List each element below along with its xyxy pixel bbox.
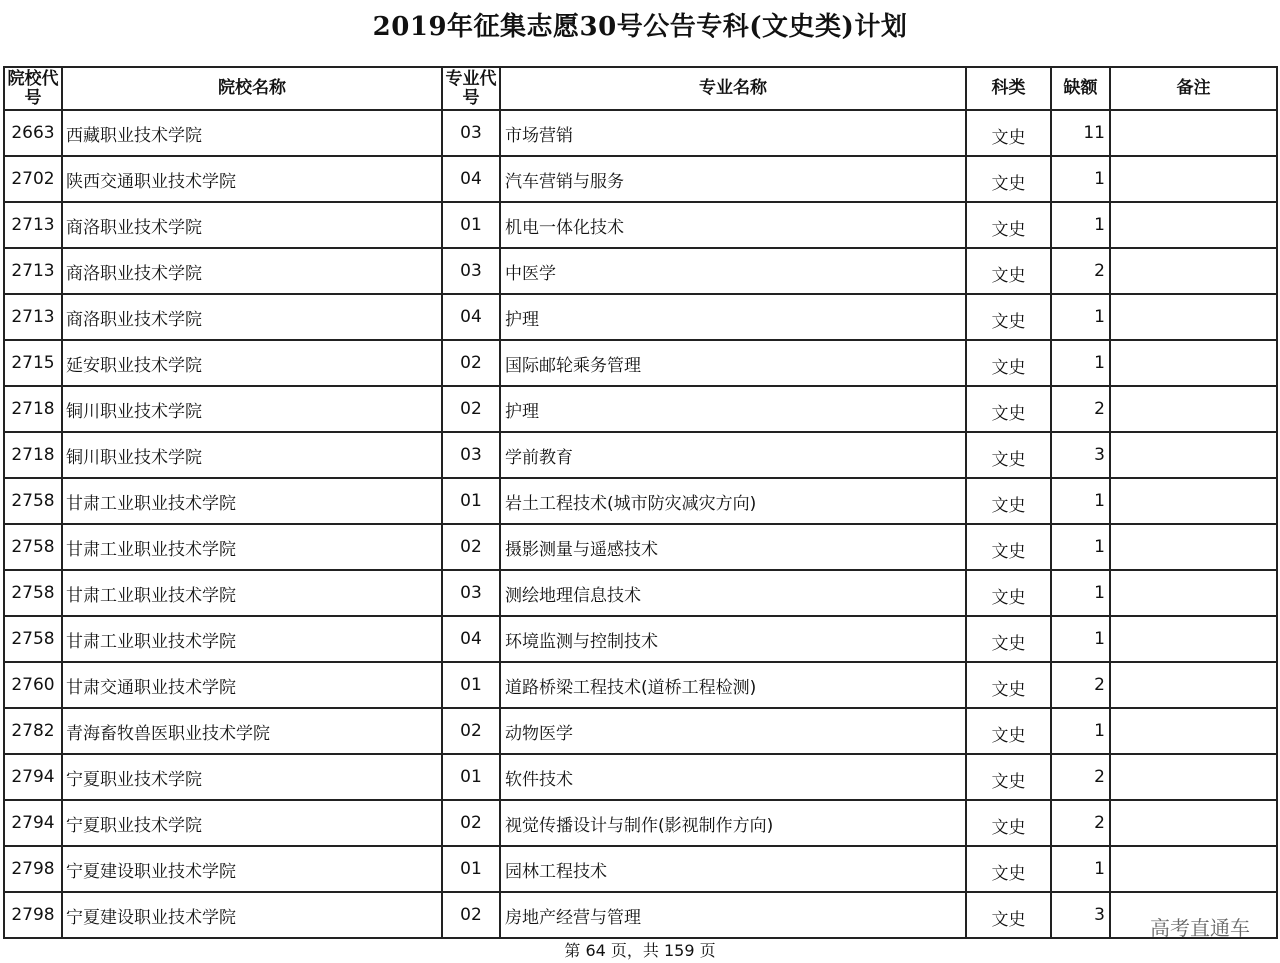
cell-school-name: 宁夏建设职业技术学院 — [62, 846, 442, 892]
cell-quota: 2 — [1051, 662, 1110, 708]
cell-major-code: 02 — [442, 340, 500, 386]
cell-category: 文史 — [966, 294, 1051, 340]
cell-major-name: 岩土工程技术(城市防灾减灾方向) — [500, 478, 966, 524]
cell-school-name: 商洛职业技术学院 — [62, 202, 442, 248]
cell-category: 文史 — [966, 708, 1051, 754]
cell-major-name: 市场营销 — [500, 110, 966, 156]
cell-school-code: 2758 — [4, 478, 62, 524]
cell-major-name: 护理 — [500, 294, 966, 340]
header-school-code: 院校代号 — [4, 67, 62, 110]
cell-quota: 1 — [1051, 156, 1110, 202]
cell-note — [1110, 800, 1277, 846]
cell-category: 文史 — [966, 110, 1051, 156]
cell-quota: 1 — [1051, 846, 1110, 892]
cell-category: 文史 — [966, 202, 1051, 248]
table-row — [4, 202, 1277, 248]
cell-note — [1110, 110, 1277, 156]
cell-school-code: 2758 — [4, 616, 62, 662]
cell-school-name: 陕西交通职业技术学院 — [62, 156, 442, 202]
table-row — [4, 754, 1277, 800]
cell-note — [1110, 616, 1277, 662]
cell-category: 文史 — [966, 800, 1051, 846]
cell-school-code: 2718 — [4, 386, 62, 432]
cell-school-name: 铜川职业技术学院 — [62, 432, 442, 478]
cell-major-name: 护理 — [500, 386, 966, 432]
cell-note — [1110, 478, 1277, 524]
cell-major-name: 道路桥梁工程技术(道桥工程检测) — [500, 662, 966, 708]
cell-note — [1110, 662, 1277, 708]
cell-note — [1110, 846, 1277, 892]
cell-note — [1110, 156, 1277, 202]
table-row — [4, 386, 1277, 432]
cell-category: 文史 — [966, 524, 1051, 570]
cell-school-name: 西藏职业技术学院 — [62, 110, 442, 156]
cell-category: 文史 — [966, 386, 1051, 432]
cell-quota: 1 — [1051, 524, 1110, 570]
table-row — [4, 892, 1277, 938]
table-row — [4, 800, 1277, 846]
cell-school-code: 2758 — [4, 524, 62, 570]
cell-school-code: 2782 — [4, 708, 62, 754]
header-school-name: 院校名称 — [62, 67, 442, 110]
cell-school-code: 2798 — [4, 892, 62, 938]
table-header-row — [4, 67, 1277, 110]
cell-quota: 1 — [1051, 570, 1110, 616]
table-row — [4, 248, 1277, 294]
cell-school-code: 2702 — [4, 156, 62, 202]
table-row — [4, 708, 1277, 754]
cell-school-name: 商洛职业技术学院 — [62, 294, 442, 340]
cell-major-code: 03 — [442, 432, 500, 478]
cell-major-code: 04 — [442, 616, 500, 662]
cell-note — [1110, 202, 1277, 248]
cell-category: 文史 — [966, 846, 1051, 892]
cell-school-code: 2713 — [4, 294, 62, 340]
cell-major-name: 摄影测量与遥感技术 — [500, 524, 966, 570]
cell-major-code: 02 — [442, 892, 500, 938]
cell-note — [1110, 754, 1277, 800]
cell-school-code: 2760 — [4, 662, 62, 708]
cell-note — [1110, 294, 1277, 340]
cell-major-name: 视觉传播设计与制作(影视制作方向) — [500, 800, 966, 846]
cell-note — [1110, 248, 1277, 294]
cell-major-name: 环境监测与控制技术 — [500, 616, 966, 662]
cell-school-name: 宁夏建设职业技术学院 — [62, 892, 442, 938]
cell-school-code: 2713 — [4, 248, 62, 294]
cell-note — [1110, 432, 1277, 478]
table-row — [4, 110, 1277, 156]
table-row — [4, 570, 1277, 616]
cell-school-name: 甘肃工业职业技术学院 — [62, 524, 442, 570]
table-body — [4, 110, 1277, 938]
cell-quota: 2 — [1051, 800, 1110, 846]
cell-category: 文史 — [966, 156, 1051, 202]
cell-quota: 3 — [1051, 892, 1110, 938]
cell-quota: 1 — [1051, 478, 1110, 524]
cell-note — [1110, 386, 1277, 432]
cell-school-name: 宁夏职业技术学院 — [62, 800, 442, 846]
header-note: 备注 — [1110, 67, 1277, 110]
table-row — [4, 432, 1277, 478]
cell-major-name: 学前教育 — [500, 432, 966, 478]
cell-major-name: 机电一体化技术 — [500, 202, 966, 248]
cell-note — [1110, 708, 1277, 754]
table-row — [4, 156, 1277, 202]
cell-category: 文史 — [966, 892, 1051, 938]
cell-major-code: 02 — [442, 524, 500, 570]
cell-major-code: 03 — [442, 248, 500, 294]
watermark: 高考直通车 — [1150, 916, 1250, 940]
cell-quota: 2 — [1051, 386, 1110, 432]
cell-category: 文史 — [966, 478, 1051, 524]
cell-school-name: 甘肃交通职业技术学院 — [62, 662, 442, 708]
cell-note — [1110, 570, 1277, 616]
header-major-code: 专业代号 — [442, 67, 500, 110]
cell-note — [1110, 524, 1277, 570]
cell-school-code: 2713 — [4, 202, 62, 248]
cell-quota: 1 — [1051, 616, 1110, 662]
cell-school-name: 青海畜牧兽医职业技术学院 — [62, 708, 442, 754]
cell-major-code: 01 — [442, 662, 500, 708]
cell-quota: 3 — [1051, 432, 1110, 478]
table-row — [4, 616, 1277, 662]
cell-school-code: 2715 — [4, 340, 62, 386]
table-row — [4, 662, 1277, 708]
cell-major-code: 04 — [442, 156, 500, 202]
cell-category: 文史 — [966, 248, 1051, 294]
cell-quota: 1 — [1051, 708, 1110, 754]
table-row — [4, 340, 1277, 386]
cell-major-code: 04 — [442, 294, 500, 340]
cell-quota: 2 — [1051, 248, 1110, 294]
header-major-name: 专业名称 — [500, 67, 966, 110]
cell-school-code: 2798 — [4, 846, 62, 892]
cell-quota: 1 — [1051, 340, 1110, 386]
cell-school-code: 2794 — [4, 800, 62, 846]
cell-quota: 11 — [1051, 110, 1110, 156]
cell-school-name: 铜川职业技术学院 — [62, 386, 442, 432]
cell-quota: 2 — [1051, 754, 1110, 800]
cell-category: 文史 — [966, 616, 1051, 662]
cell-major-code: 01 — [442, 202, 500, 248]
cell-school-name: 甘肃工业职业技术学院 — [62, 478, 442, 524]
cell-major-code: 02 — [442, 708, 500, 754]
cell-major-name: 中医学 — [500, 248, 966, 294]
cell-quota: 1 — [1051, 294, 1110, 340]
cell-category: 文史 — [966, 754, 1051, 800]
header-category: 科类 — [966, 67, 1051, 110]
cell-major-name: 房地产经营与管理 — [500, 892, 966, 938]
cell-school-code: 2758 — [4, 570, 62, 616]
header-quota: 缺额 — [1051, 67, 1110, 110]
cell-major-name: 动物医学 — [500, 708, 966, 754]
cell-school-name: 商洛职业技术学院 — [62, 248, 442, 294]
table-row — [4, 846, 1277, 892]
cell-major-name: 软件技术 — [500, 754, 966, 800]
cell-school-name: 甘肃工业职业技术学院 — [62, 570, 442, 616]
table-row — [4, 294, 1277, 340]
cell-major-code: 02 — [442, 800, 500, 846]
table-row — [4, 524, 1277, 570]
cell-major-code: 01 — [442, 846, 500, 892]
cell-major-name: 测绘地理信息技术 — [500, 570, 966, 616]
cell-school-code: 2663 — [4, 110, 62, 156]
cell-major-code: 01 — [442, 478, 500, 524]
cell-category: 文史 — [966, 662, 1051, 708]
cell-category: 文史 — [966, 432, 1051, 478]
cell-major-code: 01 — [442, 754, 500, 800]
cell-category: 文史 — [966, 570, 1051, 616]
cell-school-name: 宁夏职业技术学院 — [62, 754, 442, 800]
cell-major-code: 03 — [442, 110, 500, 156]
plan-table — [3, 66, 1278, 939]
cell-major-code: 03 — [442, 570, 500, 616]
page-footer: 第 64 页，共 159 页 — [564, 941, 716, 960]
cell-school-name: 甘肃工业职业技术学院 — [62, 616, 442, 662]
cell-category: 文史 — [966, 340, 1051, 386]
cell-school-code: 2794 — [4, 754, 62, 800]
cell-major-name: 国际邮轮乘务管理 — [500, 340, 966, 386]
cell-school-code: 2718 — [4, 432, 62, 478]
table-row — [4, 478, 1277, 524]
cell-school-name: 延安职业技术学院 — [62, 340, 442, 386]
cell-major-code: 02 — [442, 386, 500, 432]
cell-note — [1110, 340, 1277, 386]
page-title: 2019年征集志愿30号公告专科(文史类)计划 — [372, 12, 908, 42]
cell-quota: 1 — [1051, 202, 1110, 248]
cell-major-name: 汽车营销与服务 — [500, 156, 966, 202]
cell-major-name: 园林工程技术 — [500, 846, 966, 892]
